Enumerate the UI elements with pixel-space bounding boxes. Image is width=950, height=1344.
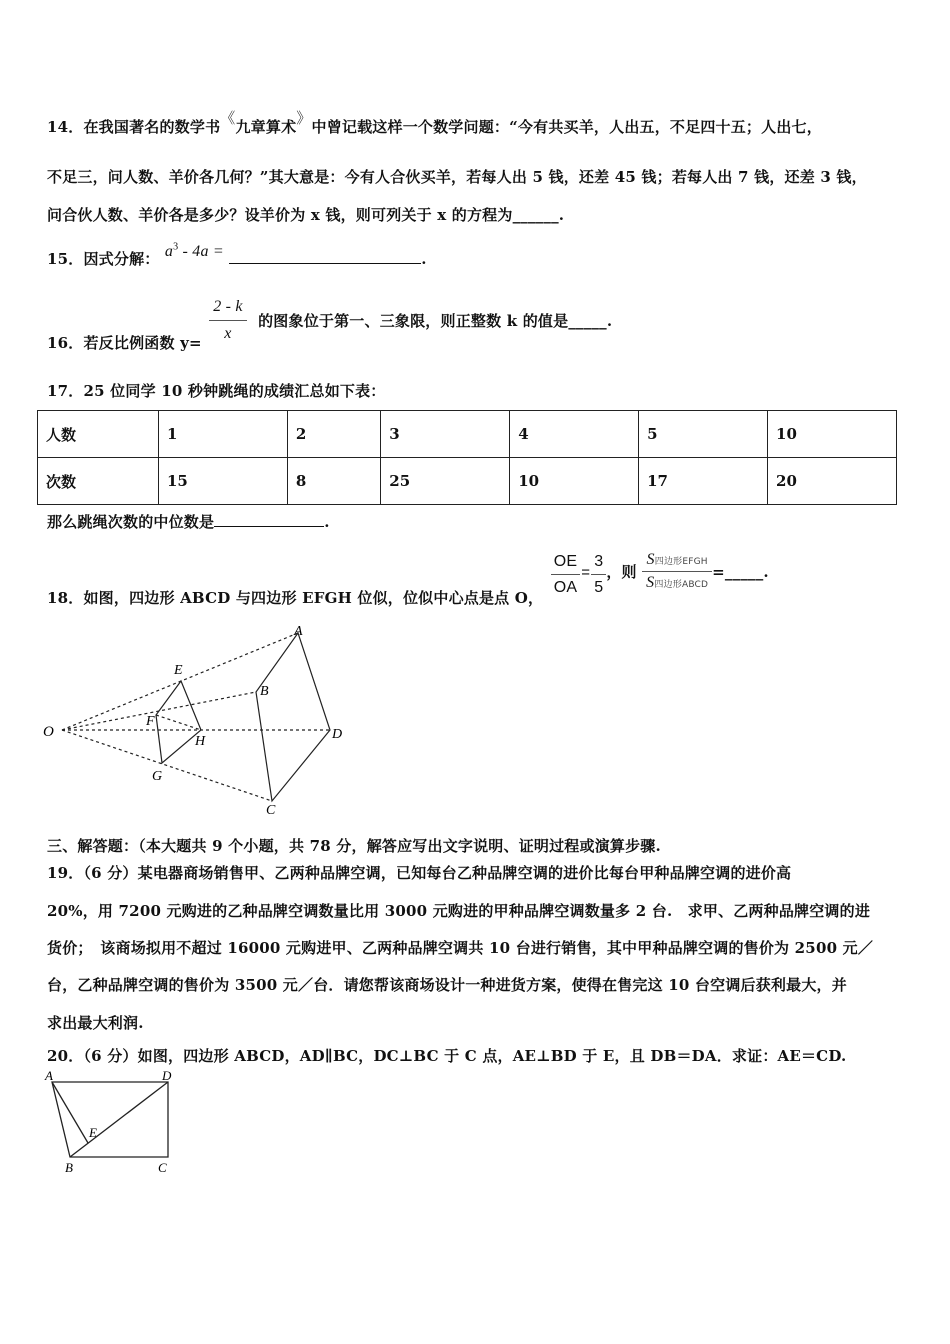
q19-line2: 20%，用 7200 元购进的乙种品牌空调数量比用 3000 元购进的甲种品牌空调数量多 2 台. 求甲、乙两种品牌空调的进 bbox=[47, 902, 871, 920]
q20-text: 20．（6 分）如图，四边形 ABCD，AD∥BC，DC⊥BC 于 C 点，AE⊥BD 于 E，且 DB＝DA．求证：AE＝CD. bbox=[47, 1047, 847, 1065]
table-cell: 3 bbox=[381, 411, 510, 458]
q17-after: 那么跳绳次数的中位数是 . bbox=[47, 513, 330, 531]
q16-pre: 16．若反比例函数 y= bbox=[47, 334, 202, 353]
table-cell: 8 bbox=[287, 458, 380, 505]
q16 bbox=[47, 298, 613, 353]
book-title-close: 》 bbox=[296, 109, 312, 127]
table-cell: 25 bbox=[381, 458, 510, 505]
label-F: F bbox=[146, 714, 155, 729]
q15: 15．因式分解： $a^3 - 4a$ = . bbox=[47, 241, 427, 268]
table-cell: 次数 bbox=[38, 458, 159, 505]
table-cell: 10 bbox=[768, 411, 897, 458]
q18-mid: ，则 bbox=[606, 563, 637, 582]
label-H: H bbox=[195, 734, 206, 749]
q18-value-fraction: $\frac{3}{5}$ bbox=[591, 550, 606, 596]
diagonal-FH bbox=[156, 715, 201, 730]
q18-figure bbox=[40, 618, 350, 818]
q18: 18．如图，四边形 ABCD 与四边形 EFGH 位似，位似中心点是点 O， $\frac{OE}{OA}$ = $\frac{3}{5}$ ，则 $\frac{\text{S四边形EFGH}}{\text{S四边形ABCD}}$ =_____. bbox=[47, 551, 769, 608]
book-title-open: 《 bbox=[220, 109, 236, 127]
table-row-people bbox=[38, 411, 897, 458]
label-O: O bbox=[43, 724, 54, 740]
label-G: G bbox=[152, 769, 163, 784]
table-cell: 10 bbox=[510, 458, 639, 505]
section3-heading: 三、解答题：（本大题共 9 个小题，共 78 分，解答应写出文字说明、证明过程或演算步骤. bbox=[47, 837, 661, 855]
label-B: B bbox=[65, 1160, 73, 1175]
q19-line5: 求出最大利润. bbox=[47, 1014, 144, 1032]
q17-intro: 17．25 位同学 10 秒钟跳绳的成绩汇总如下表： bbox=[47, 382, 386, 400]
label-E: E bbox=[174, 663, 183, 678]
diagonal-BD bbox=[70, 1082, 168, 1157]
book-title: 九章算术 bbox=[235, 118, 297, 136]
q16-fraction: $\frac{2 - k}{x}$ bbox=[209, 298, 246, 342]
score-table bbox=[37, 410, 897, 505]
q15-label: 15．因式分解： bbox=[47, 250, 160, 268]
q19-line1: 19．（6 分）某电器商场销售甲、乙两种品牌空调，已知每台乙种品牌空调的进价比每台甲种品牌空调的进价高 bbox=[47, 864, 792, 882]
table-cell: 人数 bbox=[38, 411, 159, 458]
q19-line3: 货价； 该商场拟用不超过 16000 元购进甲、乙两种品牌空调共 10 台进行销售，其中甲种品牌空调的售价为 2500 元／ bbox=[47, 939, 874, 957]
q14-line1 bbox=[47, 109, 822, 137]
q18-pre: 18．如图，四边形 ABCD 与四边形 EFGH 位似，位似中心点是点 O， bbox=[47, 589, 544, 608]
table-cell: 1 bbox=[159, 411, 288, 458]
table-cell: 4 bbox=[510, 411, 639, 458]
q15-answer-blank bbox=[229, 249, 421, 264]
label-A: A bbox=[45, 1068, 53, 1083]
q19-line4: 台，乙种品牌空调的售价为 3500 元／台．请您帮该商场设计一种进货方案，使得在售完这 10 台空调后获利最大，并 bbox=[47, 976, 847, 994]
label-A: A bbox=[294, 624, 303, 639]
segment-AE bbox=[52, 1082, 88, 1143]
label-D: D bbox=[162, 1068, 172, 1083]
table-cell: 15 bbox=[159, 458, 288, 505]
label-C: C bbox=[266, 803, 276, 818]
q18-ratio-fraction: $\frac{OE}{OA}$ bbox=[551, 550, 581, 596]
q16-post: 的图象位于第一、三象限，则正整数 k 的值是_____. bbox=[258, 312, 613, 331]
q20-figure bbox=[40, 1068, 190, 1178]
table-cell: 2 bbox=[287, 411, 380, 458]
q18-area-ratio: $\frac{\text{S四边形EFGH}}{\text{S四边形ABCD}}$ bbox=[642, 551, 712, 591]
q14-line2: 不足三，问人数、羊价各几何？”其大意是：今有人合伙买羊，若每人出 5 钱，还差 45 钱；若每人出 7 钱，还差 3 钱， bbox=[47, 168, 867, 186]
label-C: C bbox=[158, 1160, 167, 1175]
q14-line1-pre: 14．在我国著名的数学书 bbox=[47, 118, 221, 136]
ray-OC bbox=[62, 730, 272, 801]
q18-post: =_____. bbox=[712, 563, 769, 582]
quadrilateral-ABCD bbox=[52, 1082, 168, 1157]
q15-expression: $a^3 - 4a$ = bbox=[164, 241, 224, 260]
table-row-counts bbox=[38, 458, 897, 505]
q17-answer-blank bbox=[214, 512, 324, 527]
table-cell: 5 bbox=[639, 411, 768, 458]
q14-line3: 问合伙人数、羊价各是多少？设羊价为 x 钱，则可列关于 x 的方程为______. bbox=[47, 206, 565, 224]
quadrilateral-ABCD bbox=[256, 633, 330, 801]
table-cell: 17 bbox=[639, 458, 768, 505]
table-cell: 20 bbox=[768, 458, 897, 505]
label-E: E bbox=[89, 1125, 97, 1140]
quadrilateral-EFGH bbox=[156, 681, 201, 763]
label-D: D bbox=[332, 727, 343, 742]
label-B: B bbox=[260, 684, 269, 699]
q14-line1-post: 中曾记载这样一个数学问题：“今有共买羊，人出五，不足四十五；人出七， bbox=[311, 118, 822, 136]
